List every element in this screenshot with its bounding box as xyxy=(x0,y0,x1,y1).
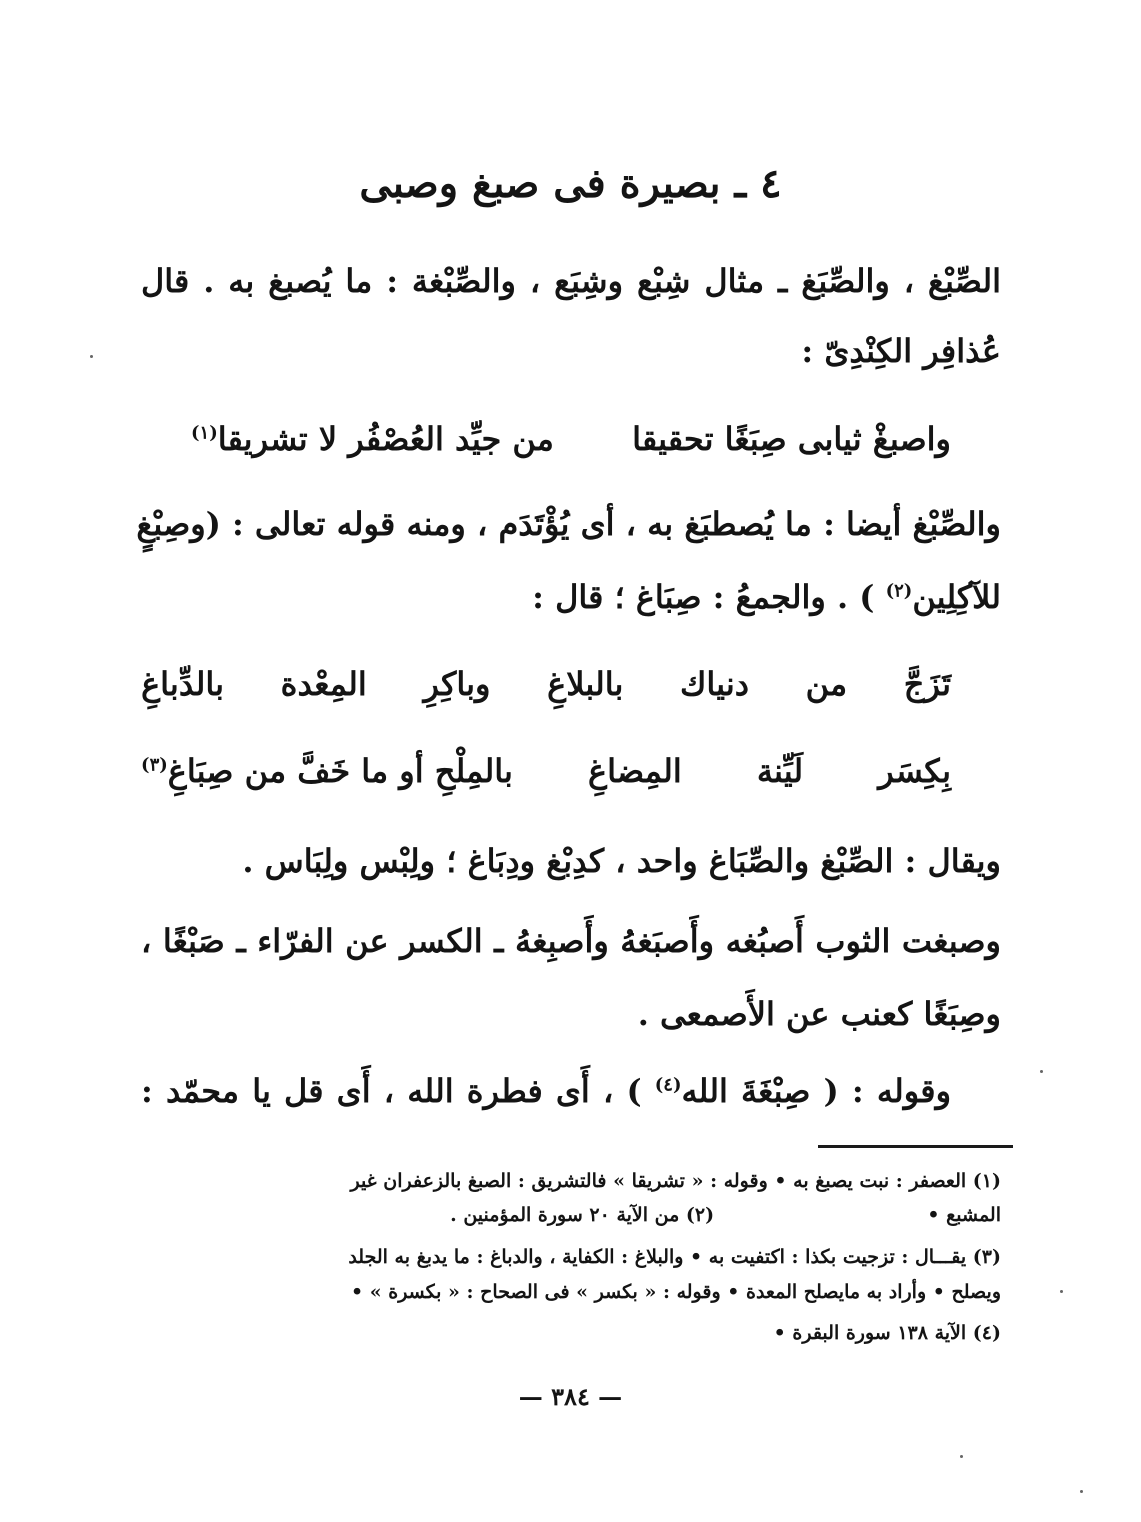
footnote-line xyxy=(131,1204,1001,1226)
verse-word: بالمِلْحِ أو ما خَفَّ من صِبَاغِ$^{(٣)}$ xyxy=(141,752,513,790)
footnote-line: (٤) الآية ١٣٨ سورة البقرة • xyxy=(773,1322,1001,1344)
paragraph-line: وقوله : ( صِبْغَةَ الله$^{(٤)}$ ) ، أَى فطرة الله ، أَى قل يا محمّد : xyxy=(141,1072,952,1110)
paragraph-line: عُذافِر الكِنْدِىّ : xyxy=(801,332,1001,370)
verse-line xyxy=(141,665,951,703)
footnote-line: ويصلح • وأراد به مايصلح المعدة • وقوله : « بكسر » فى الصحاح : « بكسرة » • xyxy=(350,1281,1001,1303)
verse-word: المِضاغِ xyxy=(588,752,682,790)
section-title: ٤ ـ بصيرة فى صبغ وصبى xyxy=(359,160,782,207)
verse-hemistich: واصبغْ ثيابى صِبَغًا تحقيقا xyxy=(632,420,951,458)
verse-word: بالبلاغِ xyxy=(547,665,624,703)
footnote-ref: (٤) xyxy=(654,1074,682,1096)
paragraph-line: وصِبَغًا كعنب عن الأَصمعى . xyxy=(637,995,1001,1033)
paragraph-line: للآكِلِين$^{(٢)}$ ) . والجمعُ : صِبَاغ ؛ قال : xyxy=(532,578,1001,616)
verse-word: لَيِّنة xyxy=(756,752,804,790)
scan-speck xyxy=(1040,1070,1043,1073)
footnote-text: (٢) من الآية ٢٠ سورة المؤمنين . xyxy=(450,1204,715,1226)
paragraph-line: والصِّبْغ أيضا : ما يُصطبَغ به ، أى يُؤْتَدَم ، ومنه قوله تعالى : (وصِبْغٍ xyxy=(136,505,1001,543)
footnote-ref: (١) xyxy=(191,422,218,444)
footnote-separator xyxy=(818,1145,1013,1148)
verse-word: بِكِسَر xyxy=(878,752,951,790)
verse-word: تَزَجَّ xyxy=(903,665,951,703)
footnote-ref: (٢) xyxy=(885,580,913,602)
scan-speck xyxy=(1060,1290,1063,1293)
verse-word: دنياك xyxy=(680,665,749,703)
scan-speck xyxy=(1080,1490,1083,1493)
paragraph-line: الصِّبْغ ، والصِّبَغ ـ مثال شِبْع وشِبَع ، والصِّبْغة : ما يُصبغ به . قال xyxy=(141,262,1001,300)
footnote-text: المشبع • xyxy=(927,1204,1001,1226)
verse-word: بالدِّباغِ xyxy=(141,665,225,703)
footnote-line: (١) العصفر : نبت يصبغ به • وقوله : « تشريقا » فالتشريق : الصبغ بالزعفران غير xyxy=(350,1170,1001,1192)
verse-word: من xyxy=(805,665,848,703)
verse-word: المِعْدة xyxy=(280,665,367,703)
footnote-ref: (٣) xyxy=(141,754,168,776)
verse-line xyxy=(141,752,951,790)
verse-word: وباكِرِ xyxy=(423,665,491,703)
paragraph-line: ويقال : الصِّبْغ والصِّبَاغ واحد ، كدِبْغ ودِبَاغ ؛ ولِبْس ولِبَاس . xyxy=(242,842,1001,880)
scan-speck xyxy=(960,1455,963,1458)
paragraph-line: وصبغت الثوب أَصبُغه وأَصبَغهُ وأَصبِغهُ ـ الكسر عن الفرّاء ـ صَبْغًا ، xyxy=(141,922,1001,960)
verse-hemistich: من جيِّد العُصْفُر لا تشريقا$^{(١)}$ xyxy=(191,420,554,458)
footnote-line: (٣) يقـــال : تزجيت بكذا : اكتفيت به • والبلاغ : الكفاية ، والدباغ : ما يدبغ به الجلد xyxy=(348,1246,1001,1268)
scan-speck xyxy=(90,355,93,358)
page-number: — ٣٨٤ — xyxy=(518,1382,623,1411)
